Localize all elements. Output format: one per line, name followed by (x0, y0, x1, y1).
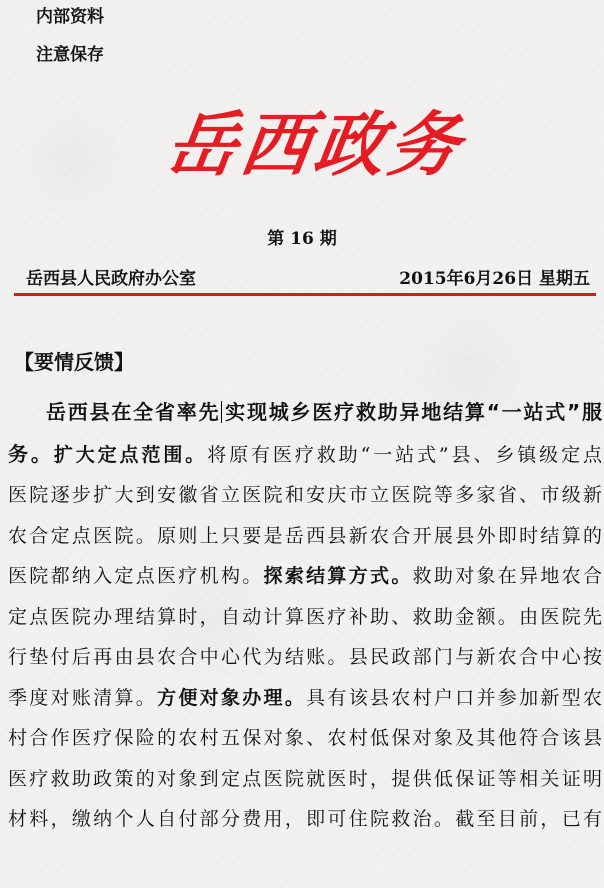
article-headline-cont: 实现城乡医疗救助异地结算“一站式”服 (223, 400, 602, 424)
article-line (8, 718, 602, 759)
article-text: 定点医院办理结算时，自动计算医疗补助、救助金额。由医院先 (8, 605, 602, 628)
header-divider (14, 293, 596, 296)
article-line (8, 799, 602, 840)
article-line (8, 597, 602, 638)
article-line (8, 759, 602, 800)
article-text: 行垫付后再由县农合中心代为结账。县民政部门与新农合中心按 (8, 646, 602, 668)
article-headline-end: 务。 (8, 441, 54, 466)
article-body[interactable] (8, 392, 602, 840)
article-text: 材料，缴纳个人自付部分费用，即可住院救治。截至目前，已有 (8, 808, 602, 830)
section-title: 【要情反馈】 (14, 350, 134, 374)
article-line (8, 637, 602, 678)
article-text: 医院都纳入定点医疗机构。 (8, 565, 264, 587)
issue-date (399, 267, 590, 291)
date-text: 2015年6月26日 (399, 269, 534, 289)
article-line (8, 678, 602, 719)
subheading-convenient-processing: 方便对象办理。 (157, 686, 307, 709)
weekday-text: 星期五 (539, 269, 590, 289)
article-line (8, 556, 602, 597)
article-text: 将原有医疗救助“一站式”县、乡镇级定点 (207, 443, 602, 466)
article-text: 医疗救助政策的对象到定点医院就医时，提供低保证等相关证明 (8, 767, 602, 790)
issue-number: 第 16 期 (267, 229, 337, 249)
article-line (8, 475, 602, 516)
article-text: 救助对象在异地农合 (412, 565, 602, 587)
internal-material-mark: 内部资料 (36, 7, 104, 27)
article-text: 农合定点医院。原则上只要是岳西县新农合开展县外即时结算的 (8, 524, 602, 547)
issuer-name: 岳西县人民政府办公室 (26, 269, 196, 289)
subheading-settlement-method: 探索结算方式。 (263, 565, 413, 587)
masthead-title: 岳西政务 (161, 103, 469, 186)
article-line (8, 516, 602, 557)
keep-safe-mark: 注意保存 (36, 45, 104, 65)
subheading-expand-scope: 扩大定点范围。 (53, 443, 208, 466)
article-text: 具有该县农村户口并参加新型农 (306, 686, 602, 709)
article-headline-start: 岳西县在全省率先 (46, 400, 221, 424)
article-line (8, 392, 602, 434)
article-text: 村合作医疗保险的农村五保对象、农村低保对象及其他符合该县 (8, 727, 602, 749)
article-text: 医院逐步扩大到安徽省立医院和安庆市立医院等多家省、市级新 (8, 484, 602, 506)
article-line (8, 434, 602, 476)
article-text: 季度对账清算。 (8, 686, 158, 709)
